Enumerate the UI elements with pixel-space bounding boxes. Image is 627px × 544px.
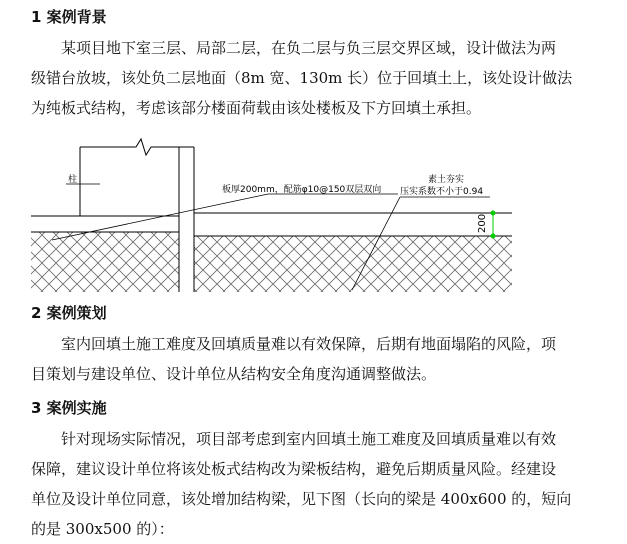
fill-hatch-right (194, 236, 512, 292)
slab-label: 板厚200mm，配筋φ10@150双层双向 (222, 185, 382, 195)
column-label: 柱 (68, 175, 78, 185)
section-3-paragraph (31, 424, 616, 544)
paragraph-line: 单位及设计单位同意，该处增加结构梁，见下图（长向的梁是 400x600 的，短向 (31, 490, 572, 508)
soil-hatch-left (31, 232, 179, 292)
section-1-paragraph (31, 33, 616, 123)
paragraph-line: 针对现场实际情况，项目部考虑到室内回填土施工难度及回填质量难以有效 (61, 430, 557, 448)
paragraph-line: 级错台放坡，该处负二层地面（8m 宽、130m 长）位于回填土上，该处设计做法 (31, 69, 573, 87)
paragraph-line: 某项目地下室三层、局部二层，在负二层与负三层交界区域，设计做法为两 (61, 39, 557, 57)
fill-label-1: 素土夯实 (428, 175, 465, 185)
section-1-heading: 1 案例背景 (31, 8, 107, 26)
dimension-node-top (491, 211, 496, 216)
section-3-heading: 3 案例实施 (31, 399, 107, 417)
section-2-heading: 2 案例策划 (31, 304, 107, 322)
paragraph-line: 保障，建议设计单位将该处板式结构改为梁板结构，避免后期质量风险。经建设 (31, 460, 557, 478)
paragraph-line: 目策划与建设单位、设计单位从结构安全角度沟通调整做法。 (31, 365, 437, 383)
paragraph-line: 为纯板式结构，考虑该部分楼面荷载由该处楼板及下方回填土承担。 (31, 99, 482, 117)
break-line (80, 139, 194, 155)
dimension-label: 200 (477, 213, 488, 233)
dimension-node-bottom (491, 234, 496, 239)
paragraph-line: 室内回填土施工难度及回填质量难以有效保障，后期有地面塌陷的风险，项 (61, 335, 557, 353)
fill-label-2: 压实系数不小于0.94 (400, 187, 484, 197)
section-2-paragraph (31, 329, 616, 389)
section-drawing (0, 130, 627, 300)
paragraph-line: 的是 300x500 的）： (31, 520, 174, 538)
